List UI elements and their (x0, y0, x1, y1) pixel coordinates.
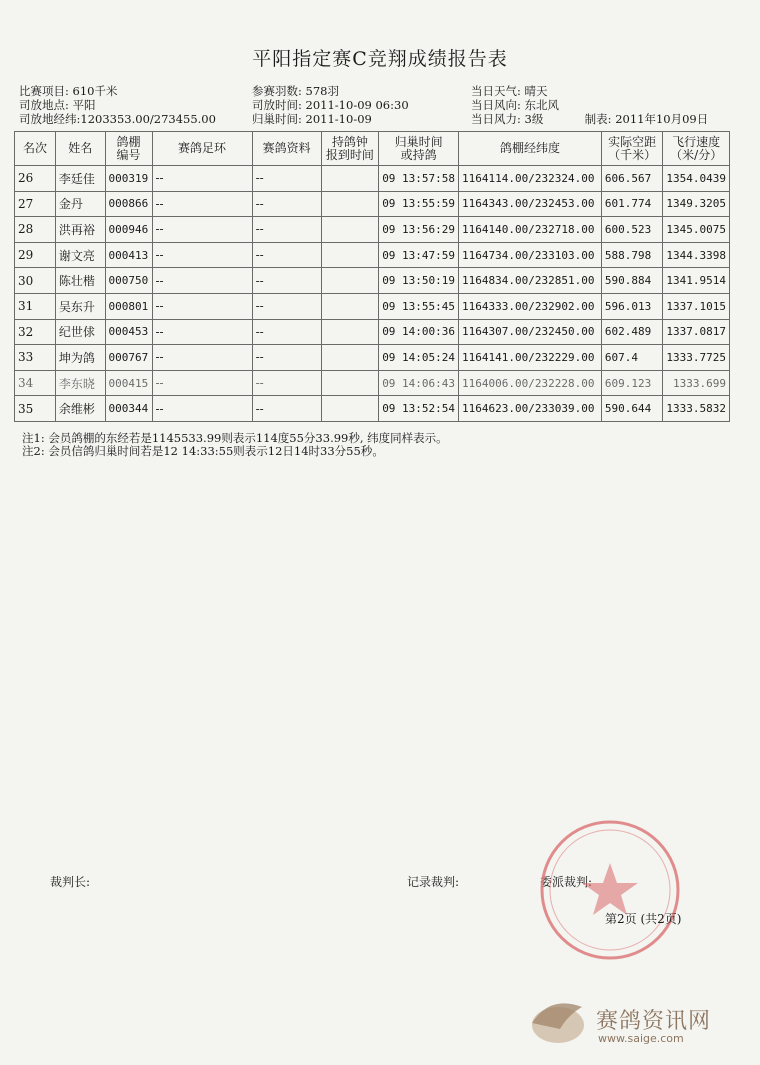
loft-coords-cell: 1164623.00/233039.00 (459, 396, 602, 422)
bird-info-cell: -- (252, 345, 321, 371)
bird-info-cell: -- (252, 191, 321, 217)
loft-coords-cell: 1164114.00/232324.00 (459, 166, 602, 192)
name-cell: 坤为鸽 (55, 345, 105, 371)
distance-cell: 601.774 (601, 191, 663, 217)
distance-cell: 602.489 (601, 319, 663, 345)
table-row (15, 217, 730, 243)
loft-id-cell: 000750 (105, 268, 152, 294)
loft-id-cell: 000801 (105, 293, 152, 319)
ring-cell: -- (152, 191, 252, 217)
wind-force-info (471, 112, 708, 126)
loft-coords-cell: 1164006.00/232228.00 (459, 370, 602, 396)
bird-info-cell: -- (252, 242, 321, 268)
watermark-url: www.saige.com (598, 1032, 684, 1045)
clock-report-cell (321, 396, 379, 422)
speed-cell: 1341.9514 (663, 268, 730, 294)
return-time-cell: 09 13:55:59 (379, 191, 459, 217)
loft-coords-cell: 1164343.00/232453.00 (459, 191, 602, 217)
chief-judge-label: 裁判长: (50, 875, 91, 889)
name-cell: 金丹 (55, 191, 105, 217)
table-row (15, 268, 730, 294)
loft-coords-cell: 1164333.00/232902.00 (459, 293, 602, 319)
bird-info-cell: -- (252, 370, 321, 396)
column-header: 赛鸽资料 (252, 132, 321, 166)
weather-info: 当日天气: 晴天 (471, 84, 548, 98)
column-header: 赛鸽足环 (152, 132, 252, 166)
table-row (15, 319, 730, 345)
report-title: 平阳指定赛C竞翔成绩报告表 (252, 48, 508, 70)
bird-info-cell: -- (252, 396, 321, 422)
rank-cell: 28 (15, 217, 56, 243)
column-header: 名次 (15, 132, 56, 166)
page-number: 第2页 (共2页) (605, 912, 682, 926)
distance-cell: 607.4 (601, 345, 663, 371)
distance-cell: 590.884 (601, 268, 663, 294)
return-time-cell: 09 14:05:24 (379, 345, 459, 371)
note-1: 注1: 会员鸽棚的东经若是1145533.99则表示114度55分33.99秒, 纬度同样表示。 (22, 431, 448, 445)
info-column-middle (252, 84, 409, 126)
speed-cell: 1333.7725 (663, 345, 730, 371)
name-cell: 洪再裕 (55, 217, 105, 243)
name-cell: 谢文亮 (55, 242, 105, 268)
loft-id-cell: 000413 (105, 242, 152, 268)
distance-cell: 600.523 (601, 217, 663, 243)
speed-cell: 1333.5832 (663, 396, 730, 422)
rank-cell: 31 (15, 293, 56, 319)
bird-info-cell: -- (252, 293, 321, 319)
table-row (15, 293, 730, 319)
loft-id-cell: 000415 (105, 370, 152, 396)
distance-cell: 588.798 (601, 242, 663, 268)
release-coords-info: 司放地经纬:1203353.00/273455.00 (19, 112, 216, 126)
distance-cell: 606.567 (601, 166, 663, 192)
ring-cell: -- (152, 293, 252, 319)
note-2: 注2: 会员信鸽归巢时间若是12 14:33:55则表示12日14时33分55秒。 (22, 444, 384, 458)
name-cell: 吴东升 (55, 293, 105, 319)
distance-cell: 609.123 (601, 370, 663, 396)
clock-report-cell (321, 268, 379, 294)
name-cell: 纪世俅 (55, 319, 105, 345)
column-header: 归巢时间 或持鸽 (379, 132, 459, 166)
return-time-cell: 09 13:56:29 (379, 217, 459, 243)
clock-report-cell (321, 319, 379, 345)
name-cell: 陈壮楷 (55, 268, 105, 294)
wind-direction-info: 当日风向: 东北风 (471, 98, 560, 112)
watermark-name: 赛鸽资讯网 (596, 1009, 712, 1034)
results-table (14, 131, 730, 422)
rank-cell: 27 (15, 191, 56, 217)
ring-cell: -- (152, 217, 252, 243)
ring-cell: -- (152, 268, 252, 294)
clock-report-cell (321, 370, 379, 396)
ring-cell: -- (152, 242, 252, 268)
release-time-info: 司放时间: 2011-10-09 06:30 (252, 98, 409, 112)
clock-report-cell (321, 345, 379, 371)
clock-report-cell (321, 166, 379, 192)
delegate-judge-label: 委派裁判: (540, 875, 593, 889)
return-time-cell: 09 14:06:43 (379, 370, 459, 396)
name-cell: 余维彬 (55, 396, 105, 422)
speed-cell: 1345.0075 (663, 217, 730, 243)
speed-cell: 1333.699 (663, 370, 730, 396)
ring-cell: -- (152, 396, 252, 422)
rank-cell: 29 (15, 242, 56, 268)
loft-id-cell: 000344 (105, 396, 152, 422)
return-time-cell: 09 13:47:59 (379, 242, 459, 268)
loft-coords-cell: 1164140.00/232718.00 (459, 217, 602, 243)
speed-cell: 1344.3398 (663, 242, 730, 268)
ring-cell: -- (152, 166, 252, 192)
release-place-info: 司放地点: 平阳 (19, 98, 96, 112)
speed-cell: 1349.3205 (663, 191, 730, 217)
notes-block (22, 432, 448, 458)
table-row (15, 191, 730, 217)
info-column-left (19, 84, 216, 126)
loft-coords-cell: 1164734.00/233103.00 (459, 242, 602, 268)
loft-coords-cell: 1164834.00/232851.00 (459, 268, 602, 294)
column-header: 鸽棚 编号 (105, 132, 152, 166)
table-row (15, 370, 730, 396)
speed-cell: 1354.0439 (663, 166, 730, 192)
table-row (15, 166, 730, 192)
wind-force-text: 当日风力: 3级 (471, 112, 544, 126)
column-header: 鸽棚经纬度 (459, 132, 602, 166)
rank-cell: 26 (15, 166, 56, 192)
distance-cell: 590.644 (601, 396, 663, 422)
rank-cell: 30 (15, 268, 56, 294)
clock-report-cell (321, 242, 379, 268)
clock-report-cell (321, 191, 379, 217)
table-header-row (15, 132, 730, 166)
ring-cell: -- (152, 370, 252, 396)
loft-id-cell: 000453 (105, 319, 152, 345)
clock-report-cell (321, 217, 379, 243)
loft-id-cell: 000866 (105, 191, 152, 217)
column-header: 姓名 (55, 132, 105, 166)
speed-cell: 1337.0817 (663, 319, 730, 345)
recorder-judge-label: 记录裁判: (407, 875, 460, 889)
bird-info-cell: -- (252, 166, 321, 192)
official-seal-icon (535, 815, 685, 965)
table-body (15, 166, 730, 422)
loft-id-cell: 000319 (105, 166, 152, 192)
return-time-info: 归巢时间: 2011-10-09 (252, 112, 372, 126)
table-row (15, 242, 730, 268)
column-header: 持鸽钟 报到时间 (321, 132, 379, 166)
rank-cell: 32 (15, 319, 56, 345)
return-time-cell: 09 13:50:19 (379, 268, 459, 294)
distance-cell: 596.013 (601, 293, 663, 319)
loft-id-cell: 000767 (105, 345, 152, 371)
info-column-right (471, 84, 708, 126)
bird-info-cell: -- (252, 217, 321, 243)
return-time-cell: 09 13:52:54 (379, 396, 459, 422)
ring-cell: -- (152, 345, 252, 371)
loft-coords-cell: 1164141.00/232229.00 (459, 345, 602, 371)
loft-id-cell: 000946 (105, 217, 152, 243)
bird-count-info: 参赛羽数: 578羽 (252, 84, 339, 98)
bird-info-cell: -- (252, 319, 321, 345)
made-date-text: 制表: 2011年10月09日 (584, 112, 709, 126)
event-info: 比赛项目: 610千米 (19, 84, 118, 98)
return-time-cell: 09 14:00:36 (379, 319, 459, 345)
speed-cell: 1337.1015 (663, 293, 730, 319)
table-row (15, 345, 730, 371)
rank-cell: 34 (15, 370, 56, 396)
rank-cell: 33 (15, 345, 56, 371)
table-row (15, 396, 730, 422)
rank-cell: 35 (15, 396, 56, 422)
loft-coords-cell: 1164307.00/232450.00 (459, 319, 602, 345)
clock-report-cell (321, 293, 379, 319)
bird-info-cell: -- (252, 268, 321, 294)
ring-cell: -- (152, 319, 252, 345)
column-header: 飞行速度 （米/分） (663, 132, 730, 166)
return-time-cell: 09 13:57:58 (379, 166, 459, 192)
return-time-cell: 09 13:55:45 (379, 293, 459, 319)
name-cell: 李东晓 (55, 370, 105, 396)
name-cell: 李廷佳 (55, 166, 105, 192)
column-header: 实际空距 （千米） (601, 132, 663, 166)
